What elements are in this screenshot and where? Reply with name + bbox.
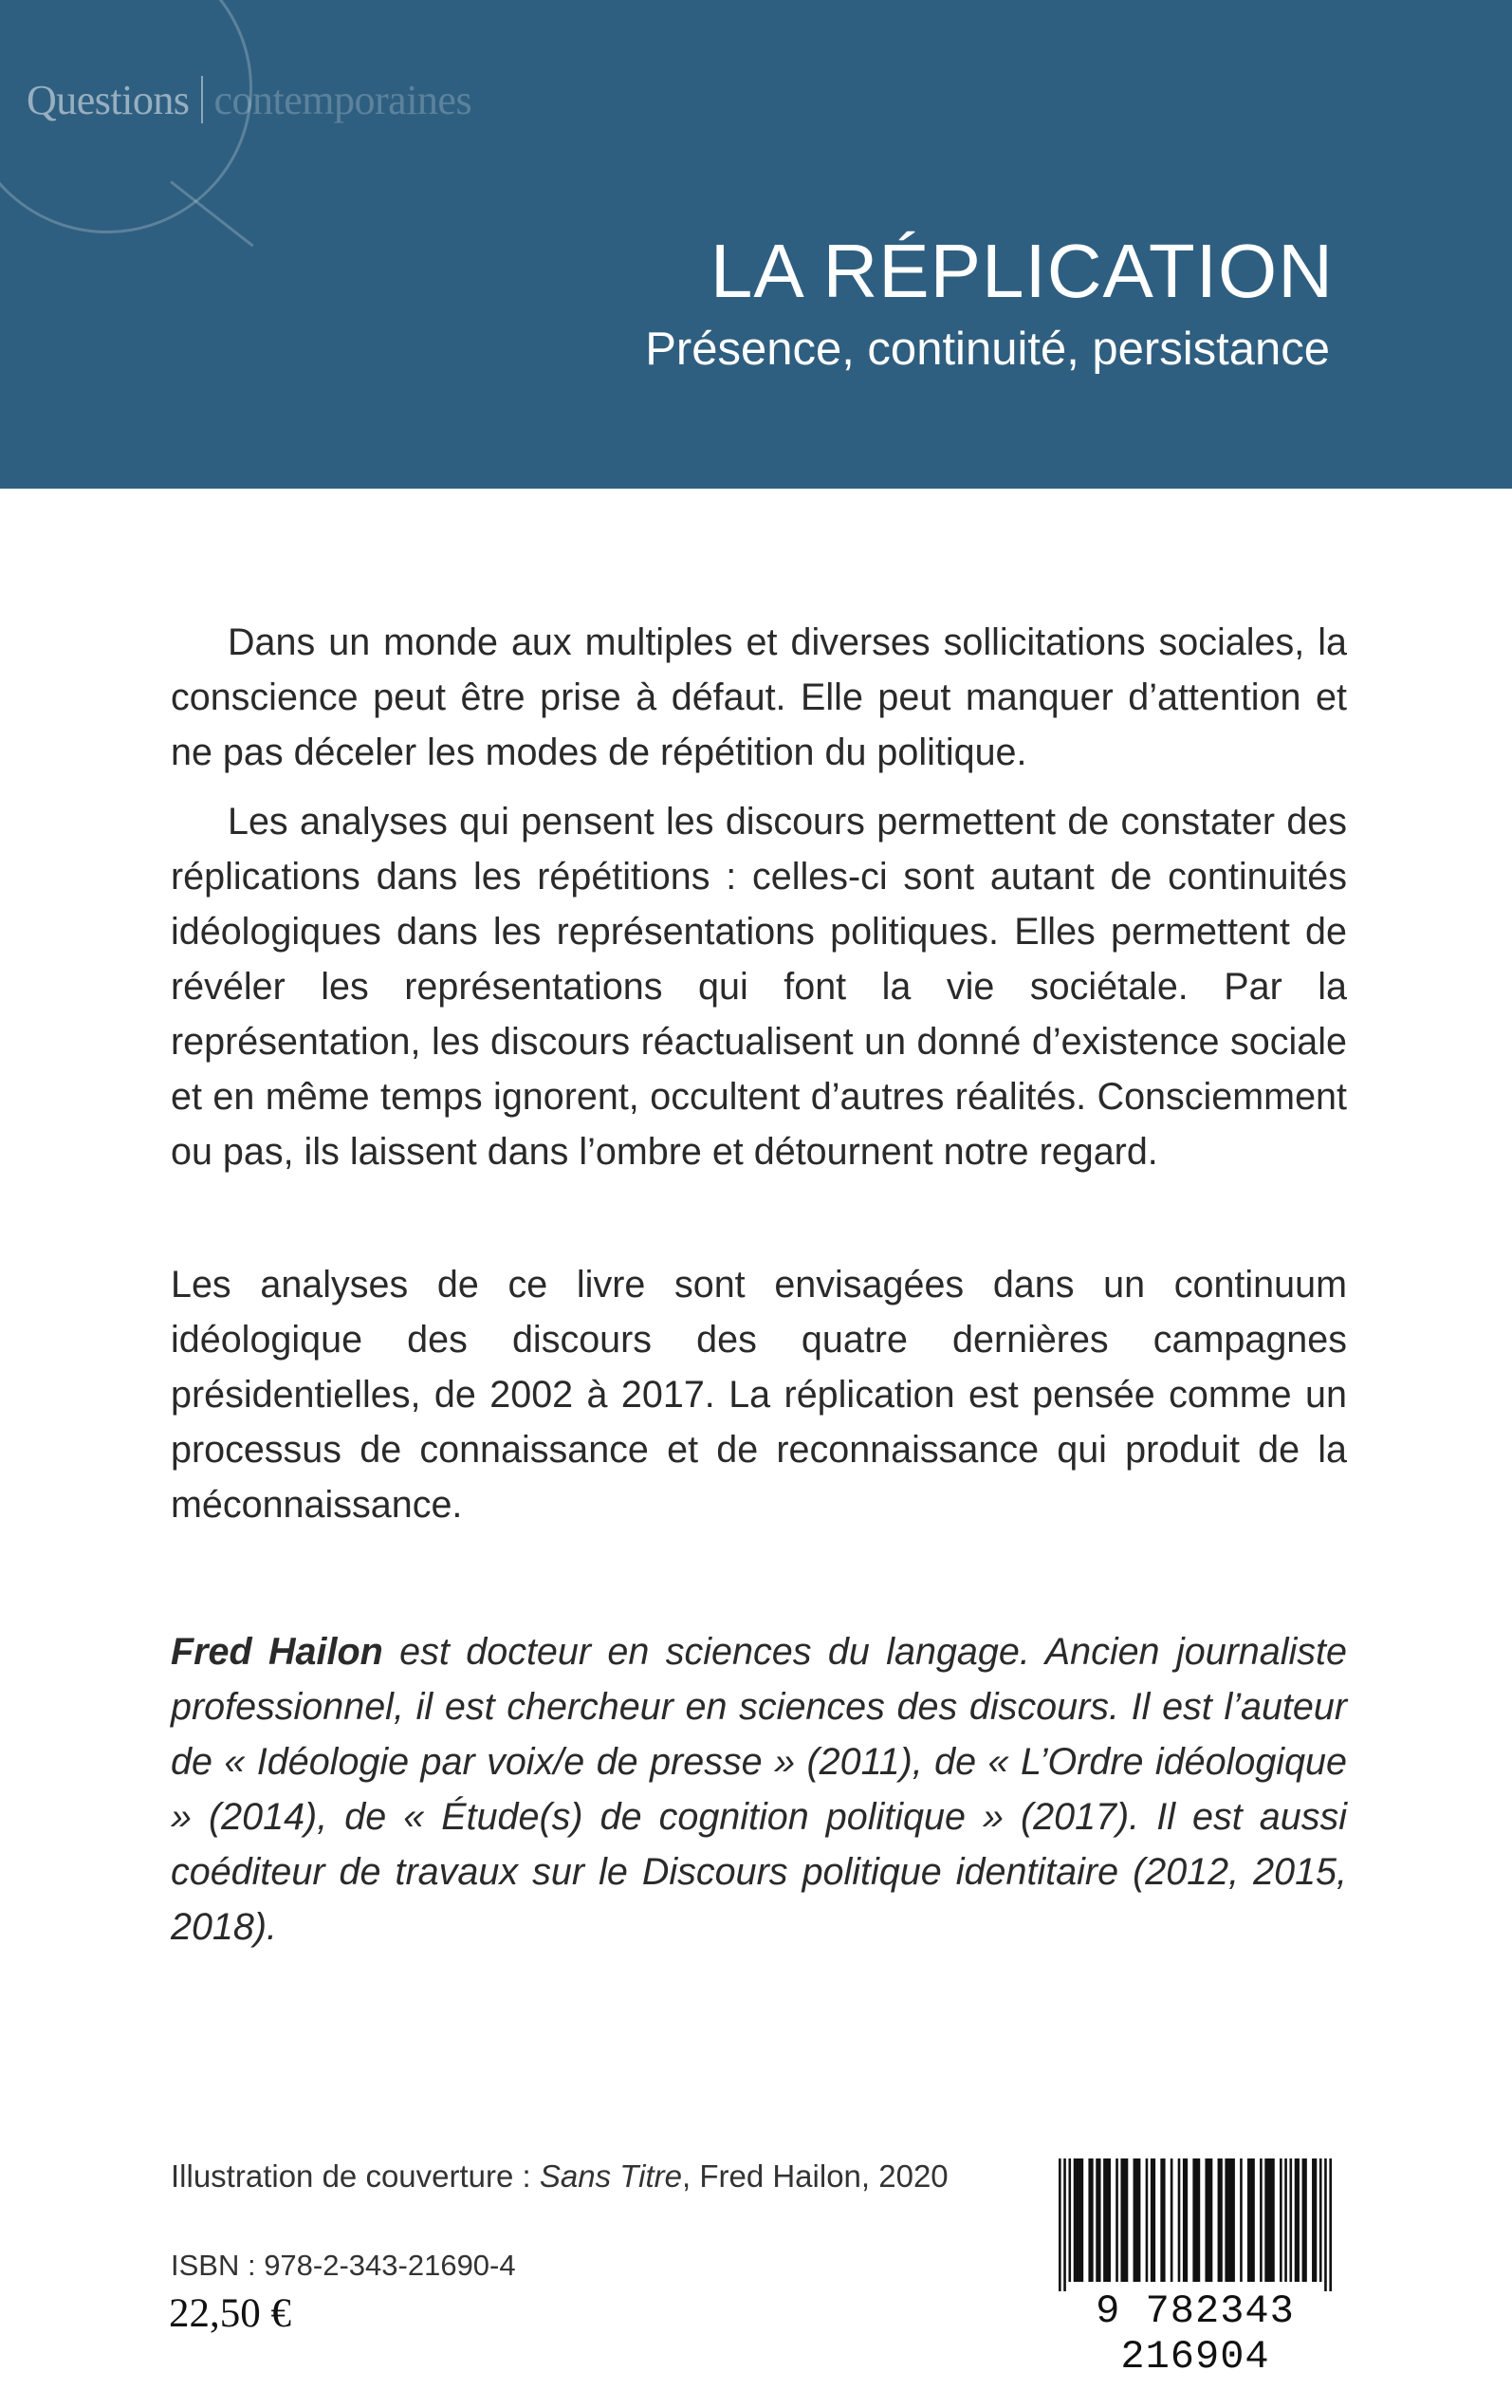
credit-prefix: Illustration de couverture :	[171, 2158, 540, 2194]
barcode-bar	[1312, 2158, 1317, 2282]
series-word-2: contemporaines	[213, 77, 472, 123]
barcode-bar	[1302, 2158, 1307, 2282]
barcode-bar	[1178, 2158, 1181, 2282]
barcode-bar	[1059, 2158, 1061, 2291]
barcode-bar	[1192, 2158, 1200, 2282]
barcode-bar	[1284, 2158, 1287, 2282]
barcode-bar	[1240, 2158, 1243, 2282]
barcode-bar	[1160, 2158, 1165, 2282]
blurb-paragraph-2	[171, 794, 1347, 1179]
barcode-bar	[1295, 2158, 1300, 2282]
barcode-bar	[1329, 2158, 1332, 2291]
barcode-bar	[1324, 2158, 1327, 2291]
book-title: LA RÉPLICATION	[710, 229, 1334, 313]
barcode-bar	[1183, 2158, 1188, 2282]
book-subtitle: Présence, continuité, persistance	[645, 324, 1330, 375]
barcode-bar	[1146, 2158, 1149, 2282]
barcode-bar	[1205, 2158, 1212, 2282]
barcode-bar	[1088, 2158, 1093, 2282]
barcode-bar	[1063, 2158, 1066, 2291]
isbn: ISBN : 978-2-343-21690-4	[171, 2249, 516, 2282]
barcode-bar	[1218, 2158, 1223, 2282]
barcode-bar	[1319, 2158, 1322, 2282]
series-q-logo-tail	[170, 180, 254, 247]
paragraph-text: Les analyses de ce livre sont envisagées dans un continuum idéologique des discours des quatre dernières campagnes présidentielles, de 2002 à 2017. La réplication est pensée comme un processus de connaissance et de reconnaissance qui produit de la méconnaissance.	[171, 1264, 1347, 1526]
blurb-paragraph-3	[171, 1257, 1347, 1532]
barcode-bar	[1260, 2158, 1263, 2282]
paragraph-text: Les analyses qui pensent les discours permettent de constater des réplications dans les répétitions : celles-ci sont autant de continuités idéologiques dans les représentations politiques. Elles permettent de révéler les représentations qui font la vie sociétale. Par la représentation, les discours réactualisent un donné d’existence sociale et en même temps ignorent, occultent d’autres réalités. Consciemment ou pas, ils laissent dans l’ombre et détournent notre regard.	[171, 801, 1347, 1173]
barcode-number: 9 782343 216904	[1096, 2288, 1295, 2380]
barcode-bar	[1068, 2158, 1071, 2282]
credit-artwork-title: Sans Titre	[539, 2158, 682, 2194]
barcode-bar	[1074, 2158, 1083, 2282]
barcode-bar	[1151, 2158, 1155, 2282]
barcode-bar	[1171, 2158, 1173, 2282]
barcode-bar	[1289, 2158, 1292, 2282]
blurb-paragraph-1	[171, 615, 1347, 780]
header-banner	[0, 0, 1512, 489]
author-bio	[171, 1624, 1347, 1954]
barcode-bar	[1134, 2158, 1141, 2282]
barcode-bar	[1103, 2158, 1111, 2282]
barcode-bar	[1120, 2158, 1128, 2282]
barcode-bar	[1264, 2158, 1274, 2282]
barcode-bar	[1116, 2158, 1118, 2282]
barcode-bar	[1247, 2158, 1255, 2282]
barcode-bar	[1096, 2158, 1100, 2282]
paragraph-text: Dans un monde aux multiples et diverses sollicitations sociales, la conscience peut être prise à défaut. Elle peut manquer d’attention et ne pas déceler les modes de répétition du politique.	[171, 621, 1347, 773]
series-name	[27, 76, 471, 124]
author-name: Fred Hailon	[171, 1631, 383, 1673]
series-separator	[201, 76, 203, 123]
series-word-1: Questions	[27, 77, 190, 123]
cover-credit	[171, 2158, 949, 2195]
barcode-bar	[1280, 2158, 1282, 2282]
author-bio-text	[171, 1624, 1347, 1954]
barcode-bar	[1225, 2158, 1234, 2282]
author-bio-body: est docteur en sciences du langage. Ancien journaliste professionnel, il est chercheur en sciences des discours. Il est l’auteur de « Idéologie par voix/e de presse » (2011), de « L’Ordre idéologique » (2014), de « Étude(s) de cognition politique » (2017). Il est aussi coéditeur de travaux sur le Discours politique identitaire (2012, 2015, 2018).	[171, 1631, 1347, 1948]
credit-suffix: , Fred Hailon, 2020	[681, 2158, 949, 2194]
price: 22,50 €	[169, 2291, 291, 2336]
